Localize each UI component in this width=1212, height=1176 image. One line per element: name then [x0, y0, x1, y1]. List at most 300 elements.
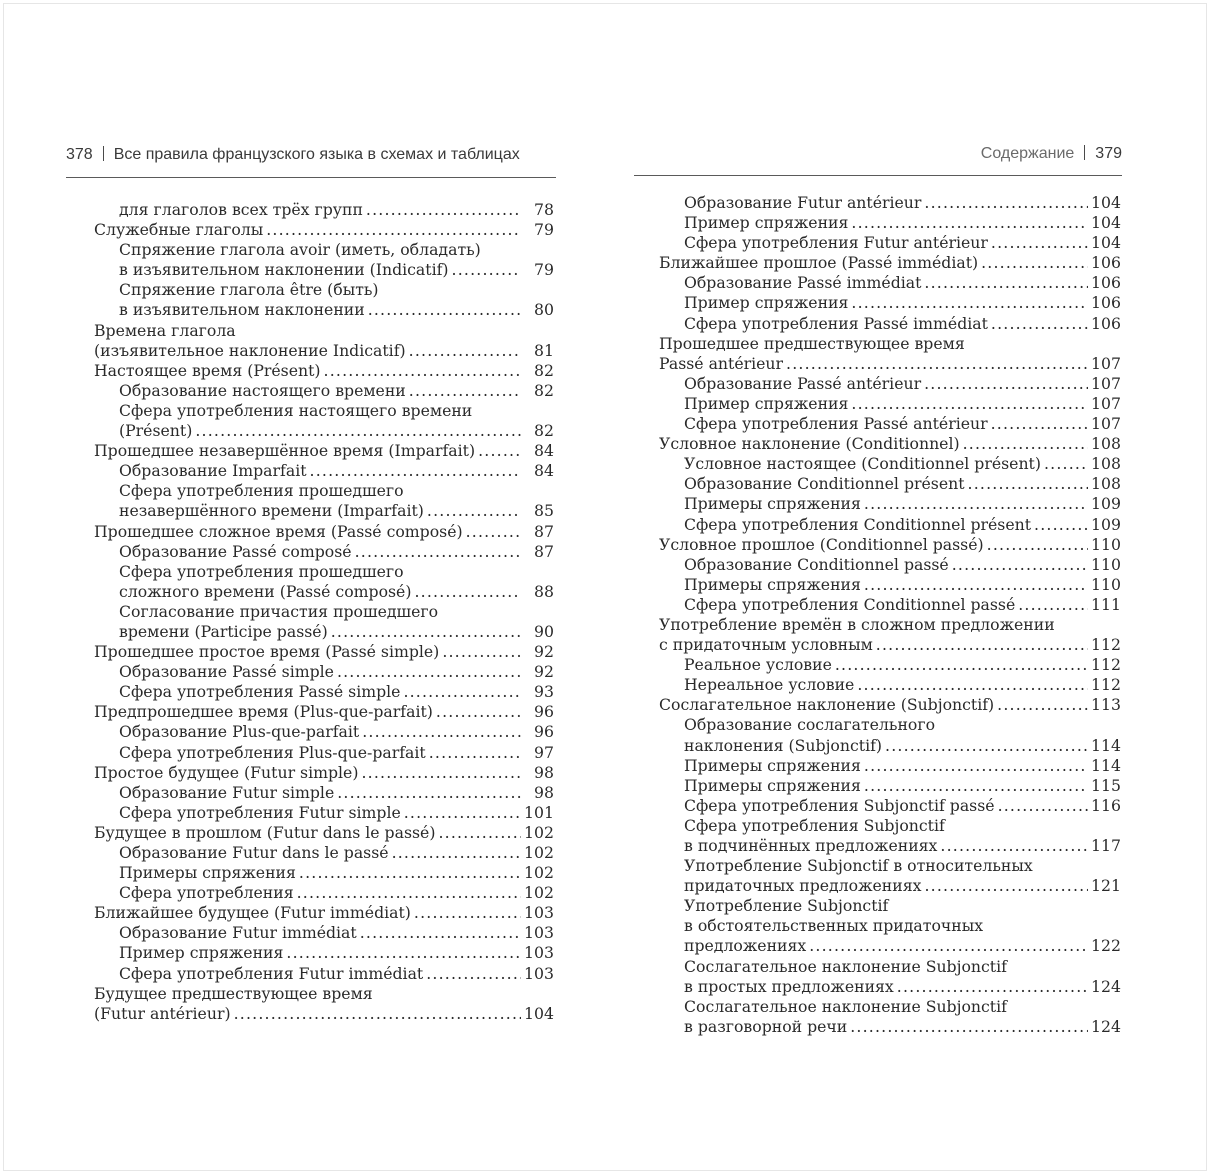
- toc-entry-page: 82: [534, 421, 554, 441]
- toc-entry-title: Образование Passé immédiat: [684, 273, 922, 293]
- dot-leader: [850, 1017, 1088, 1037]
- header-rule-left: [66, 177, 556, 178]
- toc-entry: [659, 756, 1121, 776]
- toc-entry-page: 108: [1091, 474, 1121, 494]
- toc-entry-title: Образование Futur immédiat: [119, 923, 357, 943]
- toc-entry: [94, 783, 554, 803]
- toc-entry-line: [684, 756, 1121, 776]
- toc-entry-line: [684, 977, 1121, 997]
- toc-entry-page: 110: [1091, 534, 1121, 554]
- toc-column-right: [659, 193, 1121, 1037]
- toc-entry-title: Примеры спряжения: [684, 494, 861, 514]
- toc-entry: [659, 434, 1121, 454]
- toc-entry-line: [684, 675, 1121, 695]
- page-number-left: 378: [66, 146, 93, 163]
- toc-entry: [94, 461, 554, 481]
- toc-entry-page: 106: [1091, 313, 1121, 333]
- toc-column-left: [94, 200, 554, 1024]
- toc-entry-title-line: Сослагательное наклонение Subjonctif: [684, 996, 1007, 1016]
- toc-entry-page: 124: [1091, 1016, 1121, 1036]
- toc-entry-title: Образование Futur antérieur: [684, 193, 922, 212]
- toc-entry-page: 111: [1091, 594, 1121, 614]
- toc-entry-line: [684, 233, 1121, 253]
- toc-entry-line: [119, 964, 554, 984]
- toc-entry-title: Образование Passé antérieur: [684, 373, 922, 393]
- toc-entry: [659, 957, 1121, 997]
- toc-entry-page: 98: [534, 762, 554, 782]
- dot-leader: [851, 293, 1088, 313]
- toc-entry-page: 102: [524, 843, 554, 862]
- toc-entry-line: [94, 361, 554, 381]
- toc-entry-page: 78: [534, 200, 554, 219]
- toc-entry-page: 92: [534, 662, 554, 682]
- toc-entry-line: [94, 823, 554, 843]
- toc-entry-line: [119, 542, 554, 562]
- dot-leader: [414, 903, 521, 923]
- dot-leader: [310, 461, 521, 481]
- toc-entry-title: незавершённого времени (Imparfait): [119, 501, 424, 521]
- toc-entry-title-line: Спряжение глагола avoir (иметь, обладать): [119, 240, 481, 260]
- toc-entry-page: 84: [534, 441, 554, 461]
- toc-entry: [94, 381, 554, 401]
- toc-entry: [94, 702, 554, 722]
- dot-leader: [404, 803, 521, 823]
- toc-entry-page: 82: [534, 360, 554, 380]
- dot-leader: [1018, 595, 1088, 615]
- toc-entry-line: [119, 783, 554, 803]
- toc-entry-title: с придаточным условным: [659, 635, 873, 655]
- toc-entry-title: Сфера употребления Passé simple: [119, 682, 401, 702]
- toc-entry-page: 104: [1091, 193, 1121, 212]
- toc-entry-page: 104: [524, 1003, 554, 1023]
- dot-leader: [864, 575, 1088, 595]
- toc-entry-page: 107: [1091, 414, 1121, 434]
- dot-leader: [337, 783, 521, 803]
- toc-entry-page: 104: [1091, 213, 1121, 233]
- toc-entry-title: Сфера употребления: [119, 883, 294, 903]
- toc-entry: [94, 441, 554, 461]
- dot-leader: [297, 883, 521, 903]
- dot-leader: [924, 374, 1088, 394]
- toc-entry-title: Ближайшее будущее (Futur immédiat): [94, 903, 411, 923]
- toc-entry-line: [94, 642, 554, 662]
- toc-entry-title: времени (Participe passé): [119, 621, 328, 641]
- toc-entry: [94, 321, 554, 361]
- toc-entry-title-line: Спряжение глагола être (быть): [119, 280, 379, 300]
- toc-entry-title: Условное настоящее (Conditionnel présent): [684, 454, 1041, 474]
- dot-leader: [987, 535, 1088, 555]
- toc-entry: [659, 997, 1121, 1037]
- toc-entry-line: [119, 381, 554, 401]
- dot-leader: [952, 555, 1088, 575]
- toc-entry-line: [119, 722, 554, 742]
- toc-entry-page: 103: [524, 963, 554, 983]
- toc-entry-page: 101: [524, 802, 554, 822]
- toc-entry-title: Пример спряжения: [119, 943, 284, 963]
- dot-leader: [851, 213, 1088, 233]
- toc-entry-line: [94, 522, 554, 542]
- toc-entry-line: [684, 474, 1121, 494]
- toc-entry-line: [119, 863, 554, 883]
- toc-entry-title: Сослагательное наклонение (Subjonctif): [659, 695, 995, 715]
- toc-entry-line: [684, 314, 1121, 334]
- toc-entry: [659, 233, 1121, 253]
- toc-entry-title-line: Употребление Subjonctif: [684, 896, 889, 916]
- dot-leader: [466, 522, 521, 542]
- toc-entry-title: Сфера употребления Conditionnel passé: [684, 594, 1016, 614]
- toc-entry-line: [684, 736, 1121, 756]
- toc-entry-page: 102: [524, 863, 554, 883]
- toc-entry-title: (Présent): [119, 421, 193, 441]
- toc-entry-line: [684, 515, 1121, 535]
- dot-leader: [286, 943, 521, 963]
- toc-entry-line: [119, 260, 554, 280]
- toc-entry: [659, 374, 1121, 394]
- toc-entry-title-line: Сфера употребления Subjonctif: [684, 815, 945, 835]
- toc-entry-page: 109: [1091, 514, 1121, 534]
- dot-leader: [851, 394, 1088, 414]
- toc-entry-title-line: Сфера употребления прошедшего: [119, 561, 404, 581]
- toc-entry-page: 97: [534, 742, 554, 762]
- dot-leader: [438, 823, 521, 843]
- toc-entry-title: Образование настоящего времени: [119, 380, 406, 400]
- toc-entry-line: [659, 695, 1121, 715]
- toc-entry: [94, 200, 554, 220]
- toc-entry: [94, 943, 554, 963]
- toc-entry-title: придаточных предложениях: [684, 876, 922, 896]
- toc-entry: [659, 816, 1121, 856]
- book-title: Все правила французского языка в схемах и таблицах: [113, 146, 520, 163]
- dot-leader: [835, 655, 1088, 675]
- toc-entry-page: 117: [1091, 836, 1121, 855]
- toc-entry: [659, 515, 1121, 535]
- toc-entry-line: [684, 776, 1121, 796]
- dot-leader: [968, 474, 1088, 494]
- toc-entry-title: Прошедшее простое время (Passé simple): [94, 642, 440, 662]
- toc-entry: [659, 474, 1121, 494]
- toc-entry-title: Прошедшее незавершённое время (Imparfait): [94, 441, 476, 461]
- toc-entry-page: 112: [1091, 675, 1121, 695]
- dot-leader: [409, 381, 521, 401]
- toc-entry: [94, 280, 554, 320]
- toc-entry-title: Примеры спряжения: [684, 574, 861, 594]
- toc-entry: [659, 394, 1121, 414]
- dot-leader: [442, 642, 521, 662]
- toc-entry: [94, 763, 554, 783]
- toc-entry-line: [684, 575, 1121, 595]
- toc-entry: [94, 863, 554, 883]
- toc-entry-page: 113: [1091, 695, 1121, 715]
- toc-entry-page: 115: [1091, 775, 1121, 795]
- toc-entry-title-line: Образование сослагательного: [684, 715, 936, 735]
- toc-entry-page: 103: [524, 923, 554, 943]
- toc-entry-line: [119, 622, 554, 642]
- toc-entry-line: [659, 535, 1121, 555]
- toc-entry-page: 88: [534, 581, 554, 601]
- toc-entry-page: 85: [534, 501, 554, 521]
- toc-entry-title-line: Сфера употребления настоящего времени: [119, 400, 473, 420]
- toc-entry-page: 110: [1091, 554, 1121, 574]
- toc-entry: [94, 401, 554, 441]
- dot-leader: [355, 542, 521, 562]
- toc-entry-title-line: Согласование причастия прошедшего: [119, 601, 439, 621]
- toc-entry-line: [94, 220, 554, 240]
- toc-entry-page: 106: [1091, 253, 1121, 273]
- toc-entry-title: (Futur antérieur): [94, 1003, 231, 1023]
- toc-entry-line: [94, 702, 554, 722]
- toc-entry-page: 98: [534, 782, 554, 802]
- dot-leader: [963, 434, 1088, 454]
- toc-entry-title: Образование Futur dans le passé: [119, 843, 389, 862]
- section-title: Содержание: [980, 145, 1075, 162]
- toc-entry-line: [684, 836, 1121, 856]
- toc-entry-title: Предпрошедшее время (Plus-que-parfait): [94, 702, 433, 722]
- toc-entry-title: Условное прошлое (Conditionnel passé): [659, 534, 984, 554]
- toc-entry-line: [684, 394, 1121, 414]
- dot-leader: [409, 341, 521, 361]
- toc-entry-title-line: Сфера употребления прошедшего: [119, 481, 404, 501]
- toc-entry-line: [659, 434, 1121, 454]
- toc-entry-page: 108: [1091, 434, 1121, 454]
- toc-entry: [659, 535, 1121, 555]
- toc-entry-line: [119, 803, 554, 823]
- toc-entry-line: [684, 494, 1121, 514]
- dot-leader: [368, 300, 521, 320]
- toc-entry-title: Ближайшее прошлое (Passé immédiat): [659, 253, 979, 273]
- toc-entry-line: [119, 662, 554, 682]
- toc-entry-page: 106: [1091, 293, 1121, 313]
- dot-leader: [362, 722, 521, 742]
- header-separator: [103, 146, 104, 161]
- running-head-right: [981, 145, 1122, 163]
- toc-entry: [659, 575, 1121, 595]
- toc-entry-page: 81: [534, 340, 554, 360]
- toc-entry: [94, 883, 554, 903]
- dot-leader: [299, 863, 521, 883]
- toc-entry-title: Примеры спряжения: [684, 755, 861, 775]
- dot-leader: [452, 260, 521, 280]
- dot-leader: [924, 273, 1088, 293]
- toc-entry-page: 112: [1091, 655, 1121, 675]
- toc-entry-page: 121: [1091, 876, 1121, 896]
- toc-entry-title: Пример спряжения: [684, 213, 849, 233]
- toc-entry: [659, 715, 1121, 755]
- dot-leader: [876, 635, 1088, 655]
- dot-leader: [366, 200, 521, 220]
- dot-leader: [991, 414, 1088, 434]
- toc-entry-title: Будущее в прошлом (Futur dans le passé): [94, 822, 436, 842]
- toc-entry-page: 124: [1091, 976, 1121, 996]
- toc-entry-title: (изъявительное наклонение Indicatif): [94, 340, 406, 360]
- toc-entry-page: 109: [1091, 494, 1121, 514]
- toc-entry-line: [684, 414, 1121, 434]
- dot-leader: [427, 501, 521, 521]
- dot-leader: [234, 1004, 521, 1024]
- toc-entry-title-line: Употребление времён в сложном предложении: [659, 614, 1055, 634]
- toc-entry-title: Примеры спряжения: [119, 863, 296, 883]
- toc-entry-line: [684, 796, 1121, 816]
- toc-entry-line: [94, 903, 554, 923]
- toc-entry-title: Сфера употребления Futur antérieur: [684, 233, 988, 253]
- toc-entry-line: [684, 876, 1121, 896]
- toc-entry-page: 79: [534, 220, 554, 240]
- toc-entry: [94, 803, 554, 823]
- toc-entry-page: 108: [1091, 454, 1121, 474]
- toc-entry: [659, 896, 1121, 956]
- toc-entry: [94, 743, 554, 763]
- toc-entry-page: 84: [534, 461, 554, 481]
- toc-entry: [659, 314, 1121, 334]
- dot-leader: [940, 836, 1088, 856]
- toc-entry: [94, 562, 554, 602]
- dot-leader: [897, 977, 1088, 997]
- toc-entry-page: 107: [1091, 393, 1121, 413]
- dot-leader: [403, 682, 521, 702]
- toc-entry: [659, 695, 1121, 715]
- toc-entry-line: [94, 1004, 554, 1024]
- toc-entry: [659, 193, 1121, 213]
- toc-entry-title: Прошедшее сложное время (Passé composé): [94, 521, 463, 541]
- dot-leader: [885, 736, 1088, 756]
- toc-entry: [659, 414, 1121, 434]
- toc-entry: [94, 964, 554, 984]
- toc-entry-line: [659, 253, 1121, 273]
- toc-entry-page: 104: [1091, 233, 1121, 253]
- toc-entry-page: 114: [1091, 735, 1121, 755]
- toc-entry-line: [684, 374, 1121, 394]
- toc-entry: [94, 903, 554, 923]
- toc-entry-page: 82: [534, 380, 554, 400]
- dot-leader: [414, 582, 521, 602]
- toc-entry-title: Образование Futur simple: [119, 782, 335, 802]
- toc-entry-title-line: Употребление Subjonctif в относительных: [684, 856, 1033, 876]
- toc-entry: [94, 220, 554, 240]
- dot-leader: [360, 923, 521, 943]
- toc-entry: [659, 776, 1121, 796]
- toc-entry: [94, 240, 554, 280]
- toc-entry-page: 114: [1091, 755, 1121, 775]
- toc-entry-title-line: Будущее предшествующее время: [94, 983, 373, 1003]
- toc-entry-line: [119, 843, 554, 863]
- dot-leader: [426, 964, 521, 984]
- toc-entry: [94, 682, 554, 702]
- toc-entry-title: Нереальное условие: [684, 675, 855, 695]
- dot-leader: [809, 936, 1088, 956]
- toc-entry-title: Образование Passé simple: [119, 662, 334, 682]
- dot-leader: [392, 843, 521, 863]
- dot-leader: [337, 662, 521, 682]
- dot-leader: [991, 233, 1088, 253]
- toc-entry-title: в разговорной речи: [684, 1016, 848, 1036]
- dot-leader: [361, 763, 521, 783]
- toc-entry-page: 107: [1091, 353, 1121, 373]
- toc-entry-page: 116: [1091, 795, 1121, 815]
- toc-entry-title: Условное наклонение (Conditionnel): [659, 434, 960, 454]
- toc-entry-title: сложного времени (Passé composé): [119, 581, 412, 601]
- toc-entry: [659, 494, 1121, 514]
- toc-entry-page: 96: [534, 702, 554, 722]
- toc-entry-line: [119, 883, 554, 903]
- toc-entry-title: Сфера употребления Futur simple: [119, 802, 401, 822]
- toc-entry-title-line: Времена глагола: [94, 320, 236, 340]
- toc-entry-page: 90: [534, 621, 554, 641]
- toc-entry: [659, 615, 1121, 655]
- toc-entry-line: [684, 936, 1121, 956]
- toc-entry-title: для глаголов всех трёх групп: [119, 200, 363, 219]
- dot-leader: [864, 494, 1088, 514]
- toc-entry-line: [119, 300, 554, 320]
- dot-leader: [857, 675, 1088, 695]
- toc-entry-line: [119, 582, 554, 602]
- toc-entry-line: [684, 454, 1121, 474]
- header-rule-right: [634, 175, 1122, 176]
- toc-entry: [94, 984, 554, 1024]
- toc-entry-line: [119, 743, 554, 763]
- dot-leader: [997, 695, 1088, 715]
- toc-entry: [659, 796, 1121, 816]
- dot-leader: [478, 441, 521, 461]
- toc-entry-line: [684, 595, 1121, 615]
- dot-leader: [436, 702, 521, 722]
- running-head-left: [66, 146, 520, 164]
- toc-entry: [94, 843, 554, 863]
- toc-entry-title: предложениях: [684, 936, 807, 956]
- dot-leader: [324, 361, 521, 381]
- toc-entry: [659, 273, 1121, 293]
- dot-leader: [981, 253, 1088, 273]
- toc-entry-title-line: Сослагательное наклонение Subjonctif: [684, 956, 1007, 976]
- toc-entry-line: [684, 213, 1121, 233]
- toc-entry-title: Настоящее время (Présent): [94, 360, 321, 380]
- toc-entry: [659, 655, 1121, 675]
- toc-entry: [659, 293, 1121, 313]
- dot-leader: [266, 220, 521, 240]
- toc-entry-title: Образование Conditionnel passé: [684, 554, 949, 574]
- dot-leader: [924, 876, 1088, 896]
- toc-entry: [94, 642, 554, 662]
- toc-entry-line: [684, 193, 1121, 213]
- toc-entry-line: [119, 461, 554, 481]
- toc-entry: [94, 662, 554, 682]
- dot-leader: [429, 743, 521, 763]
- dot-leader: [924, 193, 1088, 213]
- toc-entry: [94, 823, 554, 843]
- toc-entry-title-line: Прошедшее предшествующее время: [659, 333, 965, 353]
- toc-entry-page: 122: [1091, 936, 1121, 956]
- toc-entry-page: 92: [534, 642, 554, 662]
- toc-entry-line: [119, 200, 554, 220]
- toc-entry-page: 87: [534, 521, 554, 541]
- toc-entry-title: Образование Imparfait: [119, 461, 307, 481]
- toc-entry-line: [94, 341, 554, 361]
- dot-leader: [195, 421, 521, 441]
- toc-entry-line: [119, 682, 554, 702]
- toc-entry-page: 110: [1091, 574, 1121, 594]
- toc-entry-title: Сфера употребления Futur immédiat: [119, 963, 424, 983]
- toc-entry: [94, 361, 554, 381]
- dot-leader: [864, 756, 1088, 776]
- toc-entry-line: [684, 655, 1121, 675]
- toc-entry-page: 93: [534, 682, 554, 702]
- toc-entry-title: Сфера употребления Passé immédiat: [684, 313, 988, 333]
- toc-entry-title-line: в обстоятельственных придаточных: [684, 916, 984, 936]
- toc-entry: [659, 213, 1121, 233]
- toc-entry-line: [684, 555, 1121, 575]
- toc-entry-title: Сфера употребления Subjonctif passé: [684, 795, 995, 815]
- toc-entry: [94, 522, 554, 542]
- toc-entry-page: 102: [524, 822, 554, 842]
- toc-entry-line: [94, 763, 554, 783]
